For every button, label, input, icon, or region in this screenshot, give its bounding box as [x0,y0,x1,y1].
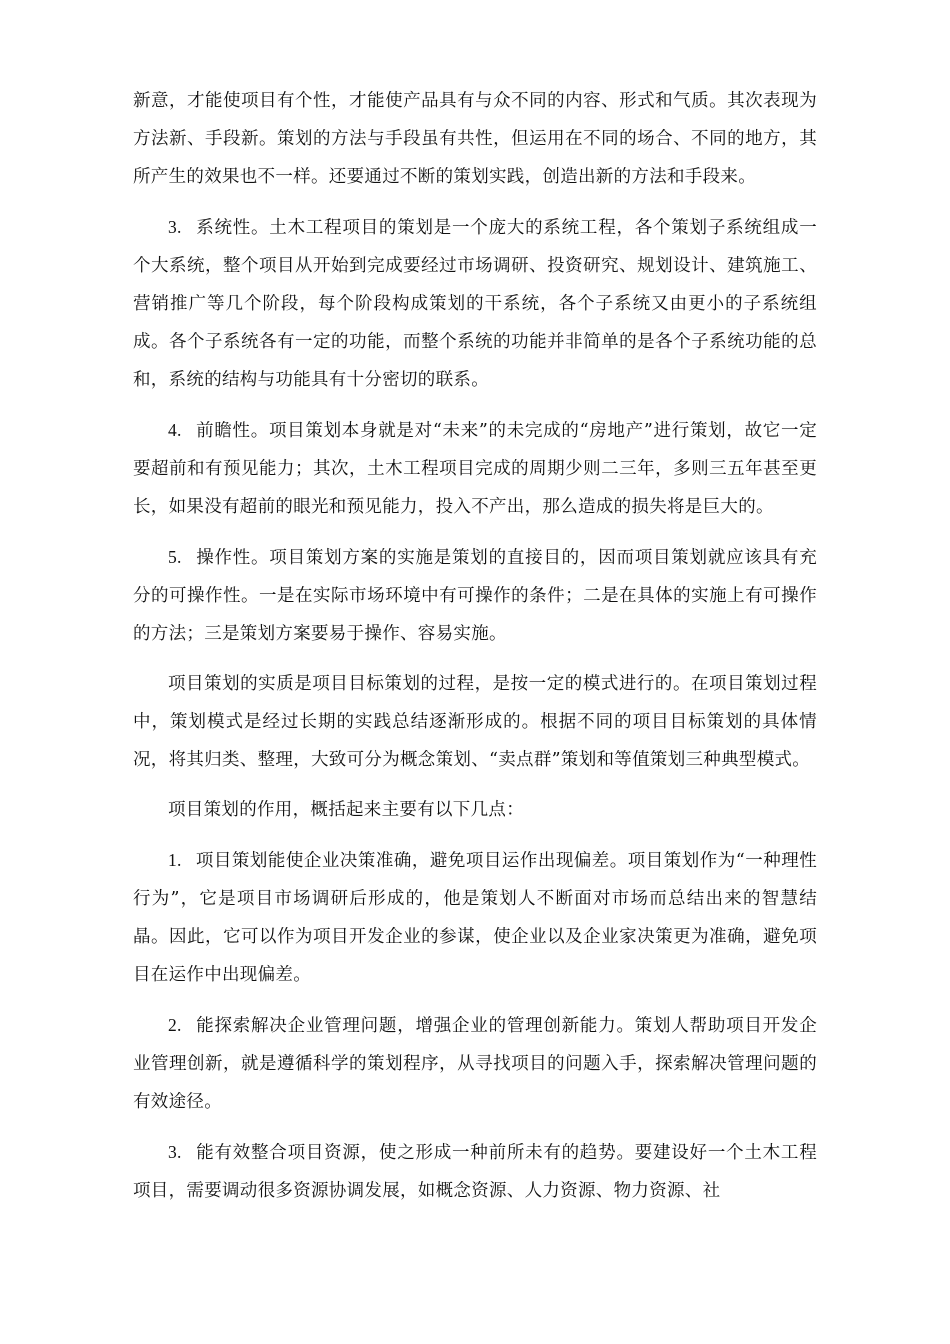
list-number: 4. [168,420,182,440]
list-number: 5. [168,547,182,567]
paragraph-text: 项目策划的作用，概括起来主要有以下几点： [168,800,524,820]
paragraph-role-1-decision [133,841,817,994]
paragraph-text: 能探索解决企业管理问题，增强企业的管理创新能力。策划人帮助项目开发企业管理创新，就是遵循科学的策划程序，从寻找项目的问题入手，探索解决管理问题的有效途径。 [133,1016,817,1112]
paragraph-text: 项目策划的实质是项目目标策划的过程，是按一定的模式进行的。在项目策划过程中，策划模式是经过长期的实践总结逐渐形成的。根据不同的项目目标策划的具体情况，将其归类、整理，大致可分为概念策划、“卖点群”策划和等值策划三种典型模式。 [133,674,817,770]
paragraph-text: 系统性。土木工程项目的策划是一个庞大的系统工程，各个策划子系统组成一个大系统，整个项目从开始到完成要经过市场调研、投资研究、规划设计、建筑施工、营销推广等几个阶段，每个阶段构成策划的干系统，各个子系统又由更小的子系统组成。各个子系统各有一定的功能，而整个系统的功能并非简单的是各个子系统功能的总和，系统的结构与功能具有十分密切的联系。 [133,218,817,390]
paragraph-text: 操作性。项目策划方案的实施是策划的直接目的，因而项目策划就应该具有充分的可操作性。一是在实际市场环境中有可操作的条件；二是在具体的实施上有可操作的方法；三是策划方案要易于操作、容易实施。 [133,548,817,644]
document-body [133,82,817,1222]
paragraph-text: 项目策划能使企业决策准确，避免项目运作出现偏差。项目策划作为“一种理性行为”，它是项目市场调研后形成的，他是策划人不断面对市场而总结出来的智慧结晶。因此，它可以作为项目开发企业的参谋，使企业以及企业家决策更为准确，避免项目在运作中出现偏差。 [133,851,817,985]
list-number: 3. [168,1142,182,1162]
paragraph-text: 新意，才能使项目有个性，才能使产品具有与众不同的内容、形式和气质。其次表现为方法新、手段新。策划的方法与手段虽有共性，但运用在不同的场合、不同的地方，其所产生的效果也不一样。还要通过不断的策划实践，创造出新的方法和手段来。 [133,91,817,187]
paragraph-text: 前瞻性。项目策划本身就是对“未来”的未完成的“房地产”进行策划，故它一定要超前和有预见能力；其次，土木工程项目完成的周期少则二三年，多则三五年甚至更长，如果没有超前的眼光和预见能力，投入不产出，那么造成的损失将是巨大的。 [133,421,817,517]
paragraph-planning-essence [133,665,817,779]
paragraph-point-4-forward-looking [133,411,817,526]
paragraph-point-3-systematic [133,208,817,399]
paragraph-text: 能有效整合项目资源，使之形成一种前所未有的趋势。要建设好一个土木工程项目，需要调动很多资源协调发展，如概念资源、人力资源、物力资源、社 [133,1143,817,1201]
paragraph-role-3-resources [133,1133,817,1210]
list-number: 3. [168,217,182,237]
list-number: 1. [168,850,182,870]
paragraph-planning-roles-intro [133,791,817,829]
paragraph-innovation-continued [133,82,817,196]
paragraph-role-2-management [133,1006,817,1121]
list-number: 2. [168,1015,182,1035]
paragraph-point-5-operability [133,538,817,653]
